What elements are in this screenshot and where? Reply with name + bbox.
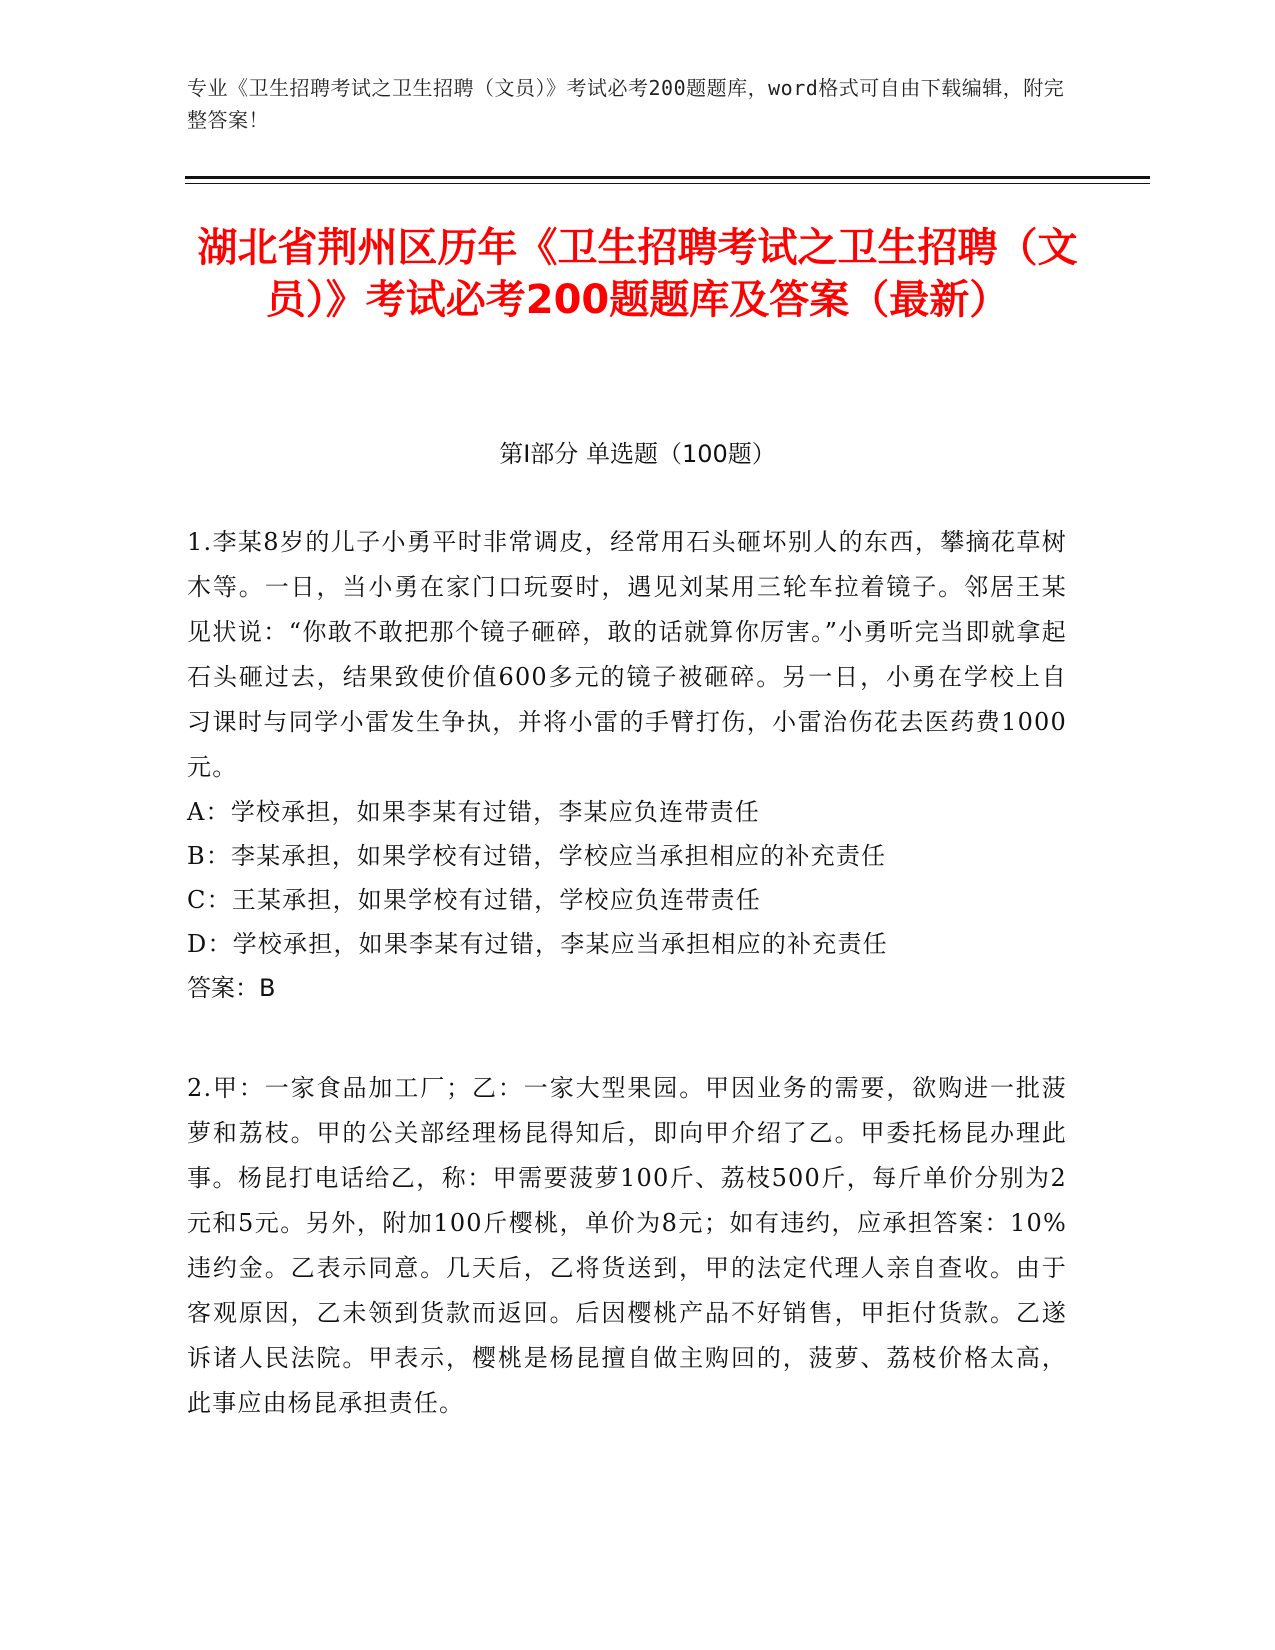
question-1-option-c: C：王某承担，如果学校有过错，学校应负连带责任 xyxy=(187,886,761,914)
question-2-stem: 2.甲：一家食品加工厂；乙：一家大型果园。甲因业务的需要，欲购进一批菠萝和荔枝。甲的公关部经理杨昆得知后，即向甲介绍了乙。甲委托杨昆办理此事。杨昆打电话给乙，称：甲需要菠萝100斤、荔枝500斤，每斤单价分别为2元和5元。另外，附加100斤樱桃，单价为8元；如有违约，应承担答案：10%违约金。乙表示同意。几天后，乙将货送到，甲的法定代理人亲自查收。由于客观原因，乙未领到货款而返回。后因樱桃产品不好销售，甲拒付货款。乙遂诉诸人民法院。甲表示，樱桃是杨昆擅自做主购回的，菠萝、荔枝价格太高，此事应由杨昆承担责任。 xyxy=(187,1074,1067,1417)
question-1-option-b: B：李某承担，如果学校有过错，学校应当承担相应的补充责任 xyxy=(187,842,887,870)
question-1-stem: 1.李某8岁的儿子小勇平时非常调皮，经常用石头砸坏别人的东西，攀摘花草树木等。一日，当小勇在家门口玩耍时，遇见刘某用三轮车拉着镜子。邻居王某见状说：“你敢不敢把那个镜子砸碎，敢的话就算你厉害。”小勇听完当即就拿起石头砸过去，结果致使价值600多元的镜子被砸碎。另一日，小勇在学校上自习课时与同学小雷发生争执，并将小雷的手臂打伤，小雷治伤花去医药费1000元。 xyxy=(187,528,1067,781)
header-rule-thin xyxy=(185,183,1150,184)
document-title: 湖北省荆州区历年《卫生招聘考试之卫生招聘（文员）》考试必考200题题库及答案（最新） xyxy=(197,225,1078,323)
question-1-answer: 答案：B xyxy=(187,974,276,1002)
question-1 xyxy=(187,520,1067,1010)
header-note: 专业《卫生招聘考试之卫生招聘（文员）》考试必考200题题库，word格式可自由下载编辑，附完整答案！ xyxy=(187,76,1065,132)
question-2 xyxy=(187,1066,1067,1426)
question-1-option-d: D：学校承担，如果李某有过错，李某应当承担相应的补充责任 xyxy=(187,930,888,958)
section-heading: 第I部分 单选题（100题） xyxy=(499,440,776,468)
header-rule-thick xyxy=(185,176,1150,179)
question-1-option-a: A：学校承担，如果李某有过错，李某应负连带责任 xyxy=(187,798,760,826)
